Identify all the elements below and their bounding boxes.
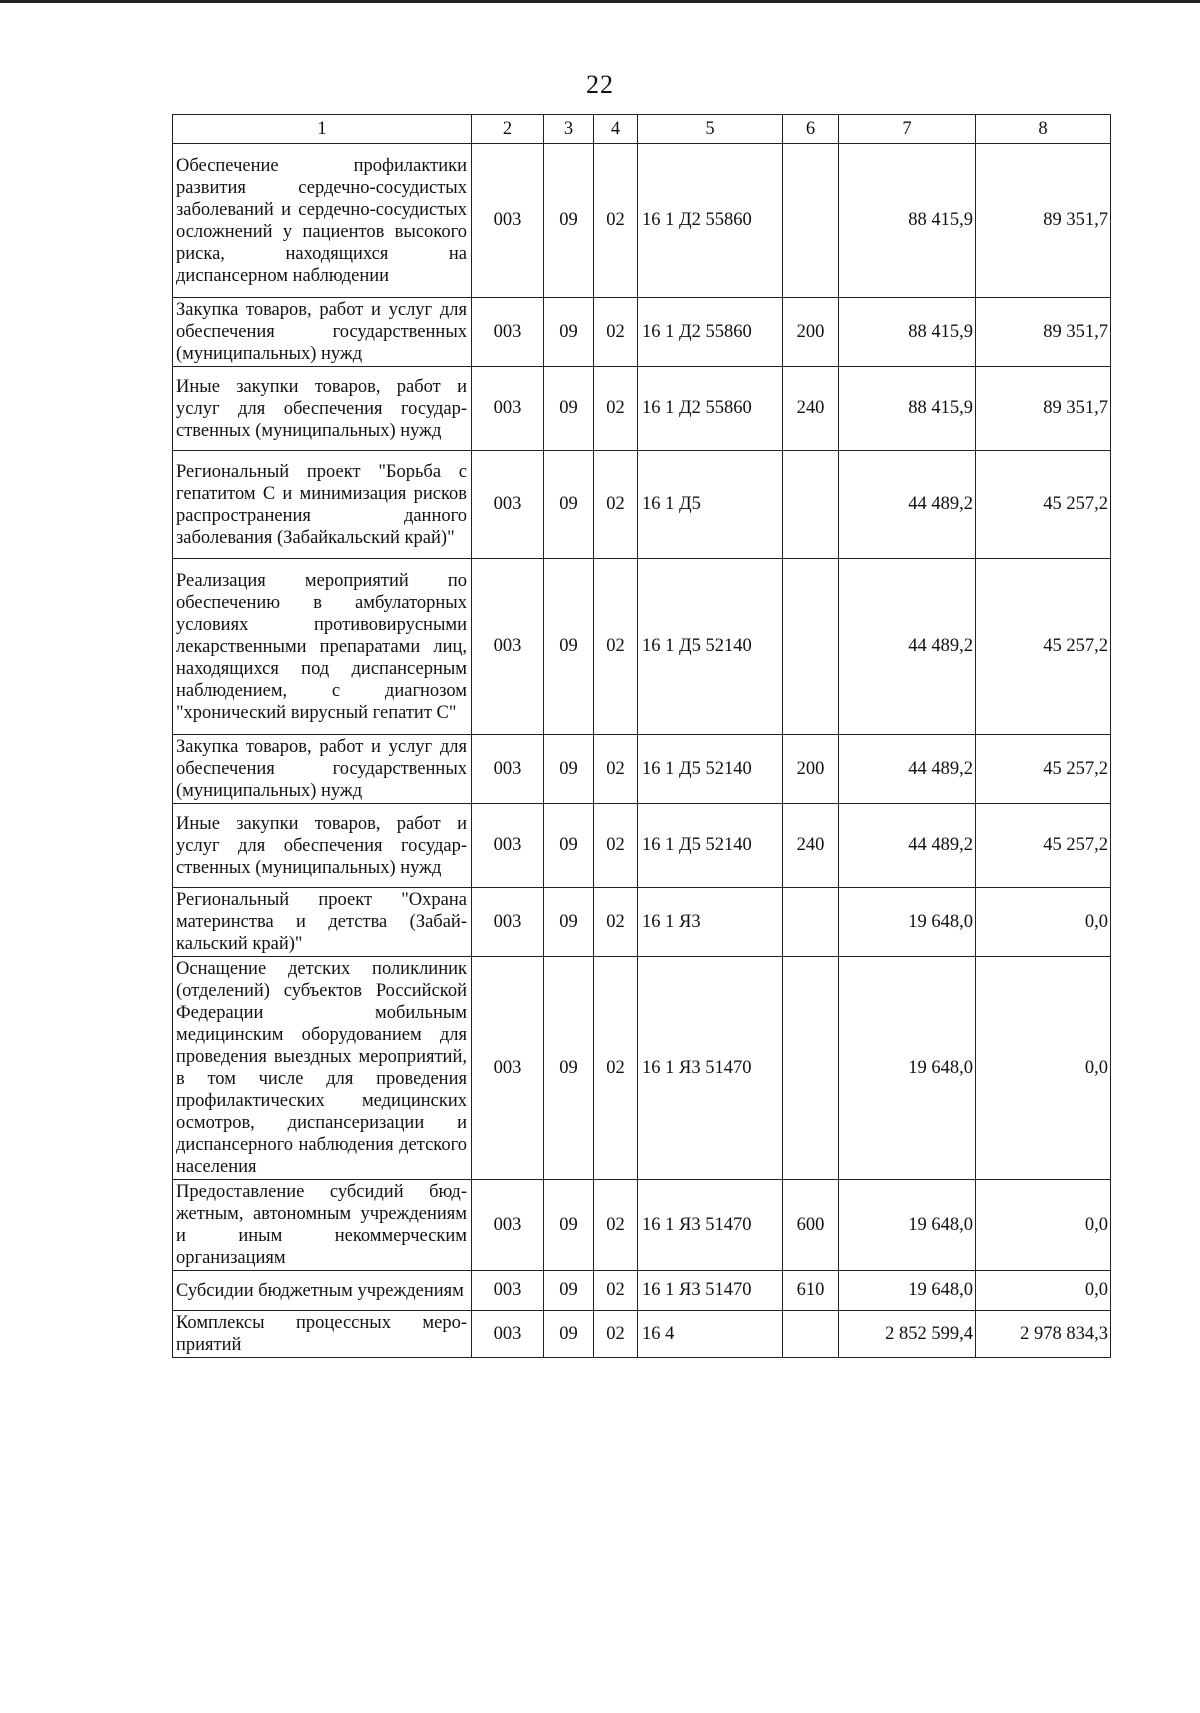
row-expense-type-cell: 600 xyxy=(783,1180,839,1271)
row-name-cell: Субсидии бюджетным учреждениям xyxy=(173,1271,472,1311)
row-name-cell: Региональный проект "Охрана материнства и детства (Забайкальский край)" xyxy=(173,888,472,957)
row-name-cell: Иные закупки товаров, работ и услуг для обеспечения государственных (муниципальных) нужд xyxy=(173,367,472,451)
row-target-code-cell: 16 1 Д5 52140 xyxy=(638,735,783,804)
table-row xyxy=(173,451,1111,559)
row-amount-2-cell: 0,0 xyxy=(976,1180,1111,1271)
row-grbs-cell: 003 xyxy=(472,144,544,298)
row-grbs-cell: 003 xyxy=(472,451,544,559)
row-amount-1-cell: 44 489,2 xyxy=(839,735,976,804)
row-name-cell: Закупка товаров, работ и услуг для обеспечения государственных (муниципальных) нужд xyxy=(173,298,472,367)
row-subsection-cell: 02 xyxy=(594,451,638,559)
row-grbs-cell: 003 xyxy=(472,367,544,451)
row-grbs-cell: 003 xyxy=(472,1271,544,1311)
header-col-7: 7 xyxy=(839,115,976,144)
row-subsection-cell: 02 xyxy=(594,298,638,367)
row-grbs-cell: 003 xyxy=(472,1180,544,1271)
row-target-code-cell: 16 1 Д5 xyxy=(638,451,783,559)
row-name-cell: Региональный проект "Борьба с гепатитом С и минимизация рисков распространения данного заболевания (Забайкальский край)" xyxy=(173,451,472,559)
row-name-cell: Оснащение детских поликлиник (отделений) субъектов Российской Федерации мобильным медицинским оборудованием для проведения выездных мероприятий, в том числе для проведения профилактических медицинских осмотров, диспансеризации и диспансерного наблюдения детского населения xyxy=(173,957,472,1180)
row-name-cell: Закупка товаров, работ и услуг для обеспечения государственных (муниципальных) нужд xyxy=(173,735,472,804)
row-section-cell: 09 xyxy=(544,1271,594,1311)
row-subsection-cell: 02 xyxy=(594,957,638,1180)
row-amount-2-cell: 0,0 xyxy=(976,888,1111,957)
table-row xyxy=(173,804,1111,888)
row-amount-1-cell: 88 415,9 xyxy=(839,298,976,367)
row-target-code-cell: 16 1 Я3 xyxy=(638,888,783,957)
row-amount-1-cell: 2 852 599,4 xyxy=(839,1311,976,1358)
row-subsection-cell: 02 xyxy=(594,735,638,804)
row-grbs-cell: 003 xyxy=(472,559,544,735)
row-grbs-cell: 003 xyxy=(472,957,544,1180)
row-section-cell: 09 xyxy=(544,1180,594,1271)
row-amount-1-cell: 44 489,2 xyxy=(839,451,976,559)
table-row xyxy=(173,144,1111,298)
table-row xyxy=(173,735,1111,804)
header-col-6: 6 xyxy=(783,115,839,144)
header-col-4: 4 xyxy=(594,115,638,144)
table-row xyxy=(173,1180,1111,1271)
row-amount-2-cell: 45 257,2 xyxy=(976,804,1111,888)
row-amount-1-cell: 44 489,2 xyxy=(839,804,976,888)
row-section-cell: 09 xyxy=(544,1311,594,1358)
row-target-code-cell: 16 1 Д5 52140 xyxy=(638,804,783,888)
header-col-5: 5 xyxy=(638,115,783,144)
row-target-code-cell: 16 1 Я3 51470 xyxy=(638,1271,783,1311)
row-amount-2-cell: 89 351,7 xyxy=(976,298,1111,367)
page-number: 22 xyxy=(586,70,614,99)
table-body xyxy=(173,144,1111,1358)
row-amount-2-cell: 89 351,7 xyxy=(976,144,1111,298)
table-row xyxy=(173,559,1111,735)
table-row xyxy=(173,957,1111,1180)
budget-table xyxy=(172,114,1111,1358)
row-section-cell: 09 xyxy=(544,298,594,367)
row-section-cell: 09 xyxy=(544,144,594,298)
row-section-cell: 09 xyxy=(544,957,594,1180)
row-target-code-cell: 16 1 Д2 55860 xyxy=(638,298,783,367)
row-target-code-cell: 16 1 Д5 52140 xyxy=(638,559,783,735)
row-amount-1-cell: 88 415,9 xyxy=(839,144,976,298)
row-name-cell: Реализация мероприятий по обеспечению в амбулаторных условиях противовирусными лекарственными препаратами лиц, находящихся под диспансерным наблюдением, с диагнозом "хронический вирусный гепатит С" xyxy=(173,559,472,735)
table-row xyxy=(173,888,1111,957)
row-subsection-cell: 02 xyxy=(594,1311,638,1358)
table-row xyxy=(173,298,1111,367)
row-expense-type-cell xyxy=(783,1311,839,1358)
row-name-cell: Обеспечение профилактики развития сердечно-сосудистых заболеваний и сердечно-сосудистых осложнений у пациентов высокого риска, находящихся на диспансерном наблюдении xyxy=(173,144,472,298)
row-expense-type-cell xyxy=(783,957,839,1180)
row-target-code-cell: 16 1 Д2 55860 xyxy=(638,367,783,451)
row-expense-type-cell xyxy=(783,144,839,298)
header-col-2: 2 xyxy=(472,115,544,144)
row-amount-2-cell: 45 257,2 xyxy=(976,451,1111,559)
row-section-cell: 09 xyxy=(544,735,594,804)
header-col-1: 1 xyxy=(173,115,472,144)
row-amount-1-cell: 88 415,9 xyxy=(839,367,976,451)
row-section-cell: 09 xyxy=(544,367,594,451)
row-section-cell: 09 xyxy=(544,804,594,888)
top-border-line xyxy=(0,0,1200,3)
row-grbs-cell: 003 xyxy=(472,804,544,888)
header-col-8: 8 xyxy=(976,115,1111,144)
row-amount-2-cell: 45 257,2 xyxy=(976,735,1111,804)
row-amount-1-cell: 19 648,0 xyxy=(839,957,976,1180)
row-target-code-cell: 16 4 xyxy=(638,1311,783,1358)
header-col-3: 3 xyxy=(544,115,594,144)
row-amount-2-cell: 89 351,7 xyxy=(976,367,1111,451)
row-expense-type-cell: 610 xyxy=(783,1271,839,1311)
row-amount-2-cell: 0,0 xyxy=(976,1271,1111,1311)
row-amount-2-cell: 2 978 834,3 xyxy=(976,1311,1111,1358)
row-subsection-cell: 02 xyxy=(594,559,638,735)
row-grbs-cell: 003 xyxy=(472,735,544,804)
row-subsection-cell: 02 xyxy=(594,804,638,888)
row-subsection-cell: 02 xyxy=(594,1271,638,1311)
row-section-cell: 09 xyxy=(544,559,594,735)
row-target-code-cell: 16 1 Я3 51470 xyxy=(638,1180,783,1271)
row-grbs-cell: 003 xyxy=(472,1311,544,1358)
row-name-cell: Иные закупки товаров, работ и услуг для обеспечения государственных (муниципальных) нужд xyxy=(173,804,472,888)
row-amount-1-cell: 44 489,2 xyxy=(839,559,976,735)
row-amount-2-cell: 0,0 xyxy=(976,957,1111,1180)
row-subsection-cell: 02 xyxy=(594,888,638,957)
row-subsection-cell: 02 xyxy=(594,144,638,298)
row-expense-type-cell xyxy=(783,451,839,559)
row-name-cell: Комплексы процессных мероприятий xyxy=(173,1311,472,1358)
row-subsection-cell: 02 xyxy=(594,367,638,451)
row-grbs-cell: 003 xyxy=(472,298,544,367)
table-row xyxy=(173,1311,1111,1358)
row-grbs-cell: 003 xyxy=(472,888,544,957)
row-amount-1-cell: 19 648,0 xyxy=(839,888,976,957)
row-amount-1-cell: 19 648,0 xyxy=(839,1271,976,1311)
row-expense-type-cell: 200 xyxy=(783,735,839,804)
row-expense-type-cell xyxy=(783,888,839,957)
row-expense-type-cell: 240 xyxy=(783,367,839,451)
row-name-cell: Предоставление субсидий бюджетным, автономным учреждениям и иным некоммерческим организациям xyxy=(173,1180,472,1271)
row-amount-2-cell: 45 257,2 xyxy=(976,559,1111,735)
row-expense-type-cell: 240 xyxy=(783,804,839,888)
row-section-cell: 09 xyxy=(544,888,594,957)
table-row xyxy=(173,1271,1111,1311)
row-subsection-cell: 02 xyxy=(594,1180,638,1271)
row-target-code-cell: 16 1 Д2 55860 xyxy=(638,144,783,298)
row-amount-1-cell: 19 648,0 xyxy=(839,1180,976,1271)
table-row xyxy=(173,367,1111,451)
row-expense-type-cell xyxy=(783,559,839,735)
row-section-cell: 09 xyxy=(544,451,594,559)
table-header-row xyxy=(173,115,1111,144)
row-expense-type-cell: 200 xyxy=(783,298,839,367)
row-target-code-cell: 16 1 Я3 51470 xyxy=(638,957,783,1180)
